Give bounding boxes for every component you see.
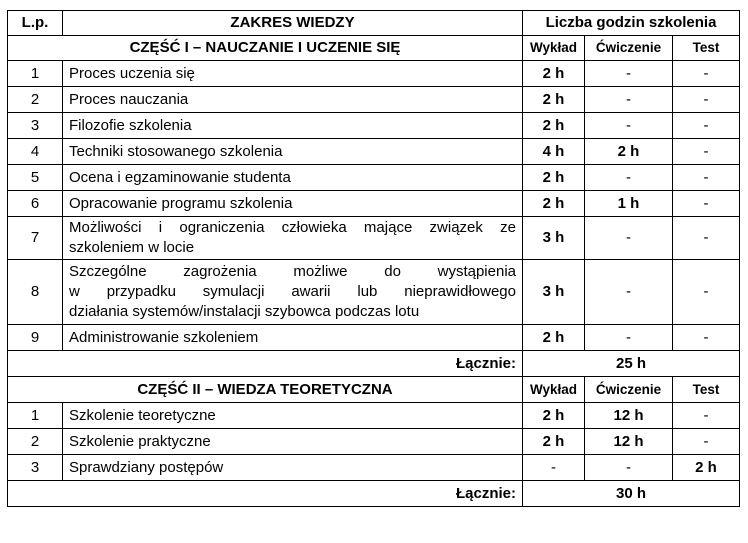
row-lecture: 2 h [523,191,585,217]
row-topic: Proces nauczania [63,87,523,113]
table-row [8,403,740,429]
row-test: 2 h [673,455,740,481]
row-lecture: 3 h [523,217,585,260]
row-exercise: - [585,455,673,481]
row-exercise: - [585,165,673,191]
table-row [8,191,740,217]
row-test: - [673,113,740,139]
row-test: - [673,191,740,217]
row-exercise: 12 h [585,429,673,455]
row-exercise: - [585,61,673,87]
row-topic: Szkolenie teoretyczne [63,403,523,429]
part1-total-label: Łącznie: [8,351,523,377]
table-row [8,87,740,113]
row-lecture: 2 h [523,403,585,429]
row-test: - [673,429,740,455]
table-row [8,139,740,165]
row-topic: Ocena i egzaminowanie studenta [63,165,523,191]
row-test: - [673,260,740,325]
topic-line: w przypadku symulacji awarii lub nieprawidłowego [69,283,516,300]
topic-line: szkoleniem w locie [69,239,195,256]
table-row [8,165,740,191]
part1-title: CZĘŚĆ I – NAUCZANIE I UCZENIE SIĘ [8,36,523,61]
part2-total-value: 30 h [523,481,740,507]
row-lp: 7 [8,217,63,260]
row-test: - [673,87,740,113]
row-lecture: - [523,455,585,481]
row-exercise: - [585,325,673,351]
part1-col-lecture: Wykład [523,36,585,61]
row-topic [63,260,523,325]
part2-header-row [8,377,740,403]
table-row [8,455,740,481]
table-row [8,325,740,351]
part2-col-test: Test [673,377,740,403]
table-row [8,260,740,325]
row-exercise: - [585,87,673,113]
row-exercise: - [585,260,673,325]
row-lecture: 4 h [523,139,585,165]
row-lp: 2 [8,429,63,455]
table-row [8,429,740,455]
row-lp: 8 [8,260,63,325]
row-test: - [673,61,740,87]
part2-col-lecture: Wykład [523,377,585,403]
row-topic: Filozofie szkolenia [63,113,523,139]
header-zakres: ZAKRES WIEDZY [63,11,523,36]
row-lecture: 2 h [523,325,585,351]
part2-total-label: Łącznie: [8,481,523,507]
part2-col-exercise: Ćwiczenie [585,377,673,403]
row-topic: Szkolenie praktyczne [63,429,523,455]
row-lecture: 2 h [523,429,585,455]
row-test: - [673,325,740,351]
row-topic [63,217,523,260]
training-hours-table [7,10,740,507]
row-lp: 3 [8,455,63,481]
row-exercise: 2 h [585,139,673,165]
header-hours: Liczba godzin szkolenia [523,11,740,36]
table-row [8,113,740,139]
part1-col-test: Test [673,36,740,61]
row-lp: 4 [8,139,63,165]
row-topic: Techniki stosowanego szkolenia [63,139,523,165]
row-lp: 6 [8,191,63,217]
row-test: - [673,403,740,429]
row-lp: 1 [8,403,63,429]
part1-col-exercise: Ćwiczenie [585,36,673,61]
part1-total-row [8,351,740,377]
topic-line: działania systemów/instalacji szybowca podczas lotu [69,303,420,320]
row-test: - [673,217,740,260]
row-exercise: 12 h [585,403,673,429]
row-test: - [673,165,740,191]
row-exercise: - [585,113,673,139]
part1-header-row [8,36,740,61]
row-exercise: 1 h [585,191,673,217]
row-lp: 1 [8,61,63,87]
row-lp: 2 [8,87,63,113]
row-lecture: 2 h [523,113,585,139]
table-row [8,61,740,87]
table-row [8,217,740,260]
row-lp: 5 [8,165,63,191]
row-test: - [673,139,740,165]
part2-total-row [8,481,740,507]
row-lp: 3 [8,113,63,139]
row-topic: Proces uczenia się [63,61,523,87]
row-lp: 9 [8,325,63,351]
table-header-row [8,11,740,36]
row-topic: Opracowanie programu szkolenia [63,191,523,217]
part1-total-value: 25 h [523,351,740,377]
row-exercise: - [585,217,673,260]
row-topic: Sprawdziany postępów [63,455,523,481]
topic-line: Możliwości i ograniczenia człowieka mające związek ze [69,219,516,236]
row-topic: Administrowanie szkoleniem [63,325,523,351]
row-lecture: 3 h [523,260,585,325]
header-lp: L.p. [8,11,63,36]
topic-line: Szczególne zagrożenia możliwe do wystąpienia [69,263,516,280]
row-lecture: 2 h [523,61,585,87]
row-lecture: 2 h [523,87,585,113]
part2-title: CZĘŚĆ II – WIEDZA TEORETYCZNA [8,377,523,403]
row-lecture: 2 h [523,165,585,191]
